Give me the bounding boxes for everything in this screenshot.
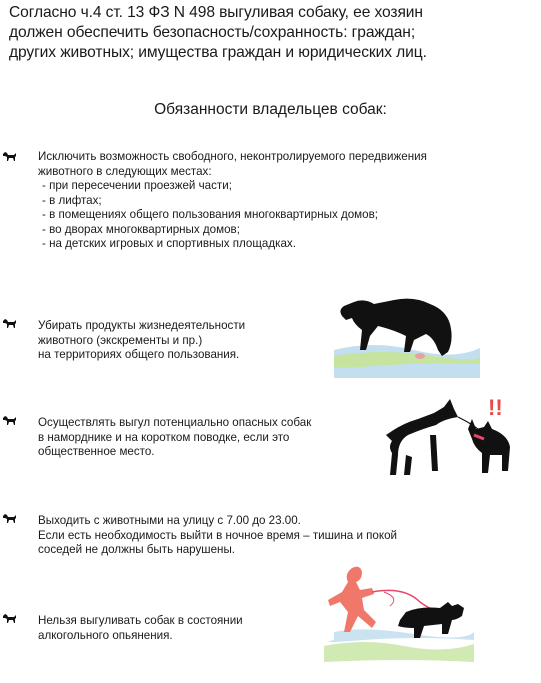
item-5-text — [38, 614, 243, 643]
item-3-text — [38, 416, 311, 460]
dog-bullet-icon — [2, 612, 17, 624]
item-line: на территориях общего пользования. — [38, 348, 240, 361]
item-2-text — [38, 319, 245, 363]
exclamation-text: !! — [488, 395, 503, 420]
item-line: соседей не должны быть нарушены. — [38, 543, 235, 556]
dog-bullet-icon — [2, 512, 17, 524]
item-line: Нельзя выгуливать собак в состоянии — [38, 614, 243, 627]
item-1-text — [38, 150, 427, 252]
drunk-person-with-dog-illustration — [324, 562, 474, 666]
item-line: Выходить с животными на улицу с 7.00 до 23.00. — [38, 514, 301, 527]
intro-line: других животных; имущества граждан и юридических лиц. — [9, 44, 427, 61]
dog-bullet-icon — [2, 150, 17, 162]
dogs-on-leash-illustration — [384, 395, 524, 487]
item-4-text — [38, 514, 397, 558]
item-line: Убирать продукты жизнедеятельности — [38, 319, 246, 332]
item-line: Если есть необходимость выйти в ночное время – тишина и покой — [38, 528, 398, 542]
item-line: животного в следующих местах: — [38, 164, 212, 178]
intro-line: Согласно ч.4 ст. 13 ФЗ N 498 выгуливая собаку, ее хозяин — [9, 4, 423, 21]
item-line: Исключить возможность свободного, неконтролируемого передвижения — [38, 150, 427, 163]
exclamation-marks — [488, 395, 503, 420]
dog-bullet-icon — [2, 317, 17, 329]
item-line: алкогольного опьянения. — [38, 628, 173, 642]
dog-bullet-icon — [2, 414, 17, 426]
item-line: - в помещениях общего пользования многоквартирных домов; — [42, 208, 378, 221]
item-line: Осуществлять выгул потенциально опасных собак — [38, 416, 312, 429]
item-line: животного (экскременты и пр.) — [38, 333, 203, 347]
item-line: в наморднике и на коротком поводке, если это — [38, 430, 290, 444]
dog-squatting-illustration — [334, 290, 480, 378]
item-line: - при пересечении проезжей части; — [42, 179, 232, 192]
intro-line: должен обеспечить безопасность/сохранность: граждан; — [9, 24, 416, 41]
item-line: - во дворах многоквартирных домов; — [42, 222, 240, 236]
item-line: общественное место. — [38, 445, 155, 458]
item-line: - в лифтах; — [42, 193, 102, 207]
intro-paragraph — [9, 3, 534, 63]
section-heading: Обязанности владельцев собак: — [154, 101, 387, 118]
item-line: - на детских игровых и спортивных площадках. — [42, 237, 296, 250]
